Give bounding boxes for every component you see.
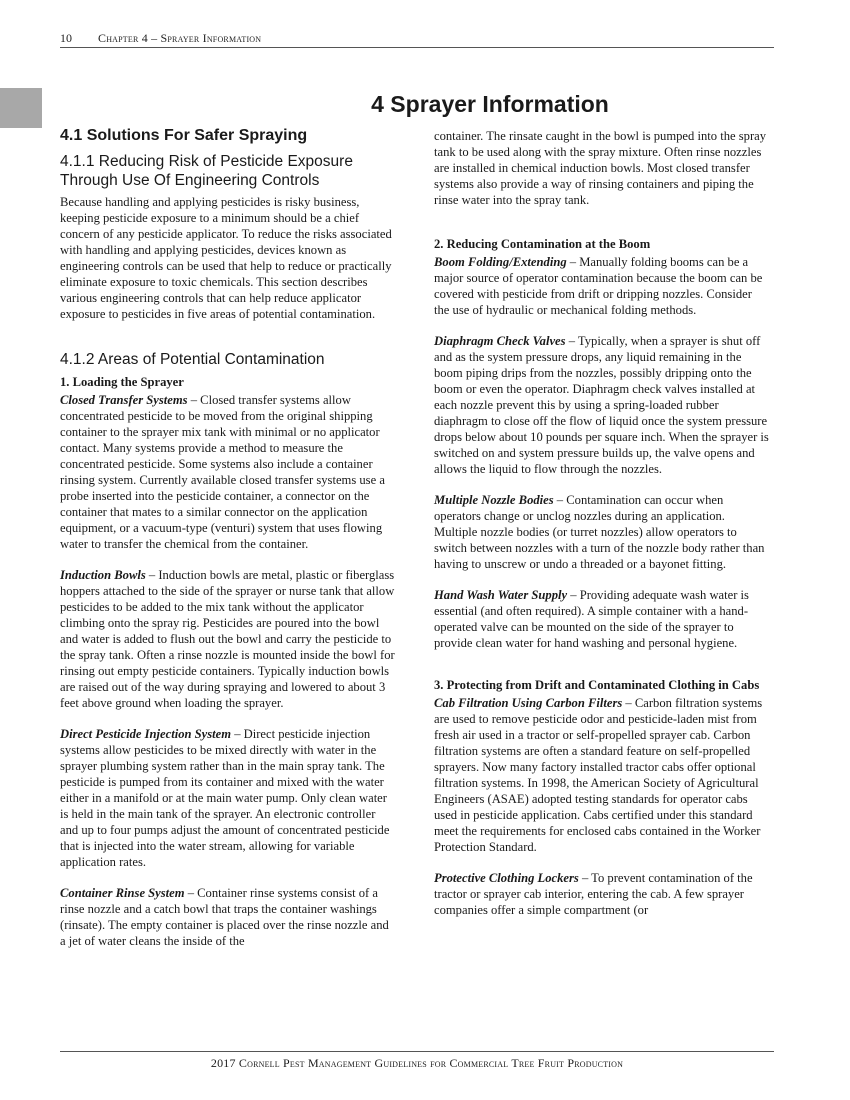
paragraph-hand-wash [434,587,770,651]
paragraph-rinse-continued: container. The rinsate caught in the bowl is pumped into the spray tank to be used along with the spray mixture. Often rinse nozzles are installed in chemical induction bowls. Most closed transfer systems also provide a way of rinsing containers and piping the rinse water into the spray tank. [434,129,767,207]
paragraph-diaphragm-valves [434,333,770,477]
running-footer: 2017 Cornell Pest Management Guidelines for Commercial Tree Fruit Production [210,1056,624,1070]
paragraph-container-rinse [60,885,396,949]
term-diaphragm-valves: Diaphragm Check Valves [434,334,566,348]
text-direct-injection: – Direct pesticide injection systems allow pesticides to be mixed directly with water in the sprayer plumbing system rather than in the main spray tank. The pesticide is pumped from its container and mixed with the water either in a manifold or at the main water pump. Only clean water is held in the main tank of the sprayer. An electronic controller and up to four pumps adjust the amount of concentrated pesticide that is injected into the water stream, allowing for variable application rates. [60,727,390,869]
paragraph-induction-bowls [60,567,396,711]
chapter-label: Chapter 4 – Sprayer Information [98,31,262,45]
subhead-drift: 3. Protecting from Drift and Contaminated Clothing in Cabs [434,678,760,692]
term-closed-transfer: Closed Transfer Systems [60,393,188,407]
text-cab-filtration: – Carbon filtration systems are used to remove pesticide odor and pesticide-laden mist from fresh air used in a tractor or self-propelled sprayer cab. Carbon filtration systems are often a standard feature on self-propelled sprayers. Now many factory installed tractor cabs offer optional filtration systems. In 1998, the American Society of Agricultural Engineers (ASAE) adopted testing standards for operator cabs used in pesticide application. Cabs certified under this standard meet the requirements for enclosed cabs contained in the Worker Protection Standard. [434,696,763,854]
left-column [60,126,396,949]
section-heading-4-1: 4.1 Solutions For Safer Spraying [60,127,308,144]
term-cab-filtration: Cab Filtration Using Carbon Filters [434,696,623,710]
text-closed-transfer: – Closed transfer systems allow concentrated pesticide to be moved from the original shipping container to the sprayer mix tank with minimal or no applicator contact. Many systems provide a method to measure the concentrated pesticide. Some systems also include a container rinsing system. Currently available closed transfer systems use a probe inserted into the pesticide container, a connector on the container that mates to a similar connector on the application equipment, or a vacuum-type (venturi) system that uses flowing water to transfer the chemical from the container. [60,393,385,551]
right-column [434,128,770,918]
text-boom-folding: – Manually folding booms can be a major source of operator contamination because the boom can be covered with pesticide from drift or dripping nozzles. Consider the use of hydraulic or mechanical folding methods. [434,255,763,317]
subhead-loading: 1. Loading the Sprayer [60,375,184,389]
paragraph-direct-injection [60,726,396,870]
term-container-rinse: Container Rinse System [60,886,185,900]
term-multiple-nozzle: Multiple Nozzle Bodies [434,493,554,507]
chapter-thumb-tab [0,88,42,128]
term-hand-wash: Hand Wash Water Supply [434,588,568,602]
paragraph-cab-filtration [434,695,770,855]
section-heading-4-1-2: 4.1.2 Areas of Potential Contamination [60,351,325,368]
text-diaphragm-valves: – Typically, when a sprayer is shut off and as the system pressure drops, any liquid remaining in the boom piping drips from the nozzles, possibly dripping onto the boom or even the operator. Diaphragm check valves installed at each nozzle prevent this by using a spring-loaded rubber diaphragm to close off the flow of liquid once the system pressure drops below about 10 pounds per square inch. When the sprayer is switched on and system pressure builds up, the valve opens and allows the liquid to flow through the nozzles. [434,334,769,476]
text-multiple-nozzle: – Contamination can occur when operators change or unclog nozzles during an application. Multiple nozzle bodies (or turret nozzles) allow operators to switch between nozzles with a turn of the nozzle body rather than having to unscrew or undo a threaded or a bayonet fitting. [434,493,765,571]
header-rule [60,47,774,48]
page-number: 10 [60,31,72,45]
running-header [60,30,774,46]
term-induction-bowls: Induction Bowls [60,568,146,582]
paragraph-boom-folding [434,254,770,318]
text-container-rinse: – Container rinse systems consist of a rinse nozzle and a catch bowl that traps the container washings (rinsate). The empty container is placed over the rinse nozzle and a jet of water cleans the inside of the [60,886,389,948]
term-direct-injection: Direct Pesticide Injection System [60,727,232,741]
text-clothing-lockers: – To prevent contamination of the tractor or sprayer cab interior, entering the cab. A few sprayer companies offer a simple compartment (or [434,871,753,917]
text-induction-bowls: – Induction bowls are metal, plastic or fiberglass hoppers attached to the side of the sprayer or nurse tank that allow pesticides to be added to the mix tank without the applicator climbing onto the spray rig. Pesticides are poured into the bowl and water is added to flush out the bowl and carry the pesticide to the spray tank. Often a rinse nozzle is mounted inside the bowl for rinsing out empty pesticide containers. Typically induction bowls are raised out of the way during spraying and lowered to about 3 feet above ground when loading the sprayer. [60,568,395,710]
paragraph-multiple-nozzle [434,492,770,572]
text-hand-wash: – Providing adequate wash water is essential (and often required). A simple container with a hand-operated valve can be mounted on the side of the sprayer to provide clean water for hand washing and personal hygiene. [434,588,749,650]
term-boom-folding: Boom Folding/Extending [434,255,567,269]
chapter-title: 4 Sprayer Information [371,91,609,117]
paragraph-closed-transfer [60,392,396,552]
subhead-boom: 2. Reducing Contamination at the Boom [434,237,651,251]
term-clothing-lockers: Protective Clothing Lockers [434,871,579,885]
intro-paragraph: Because handling and applying pesticides is risky business, keeping pesticide exposure to a minimum should be a chief concern of any pesticide applicator. To reduce the risks associated with handling and applying pesticides, devices known as engineering controls can be used that help to reduce or practically eliminate exposure to toxic chemicals. This section describes various engineering controls that can help reduce applicator exposure to pesticides in five areas of potential contamination. [60,195,392,321]
footer-rule [60,1051,774,1052]
section-heading-4-1-1: 4.1.1 Reducing Risk of Pesticide Exposure Through Use Of Engineering Controls [60,153,353,189]
paragraph-clothing-lockers [434,870,770,918]
